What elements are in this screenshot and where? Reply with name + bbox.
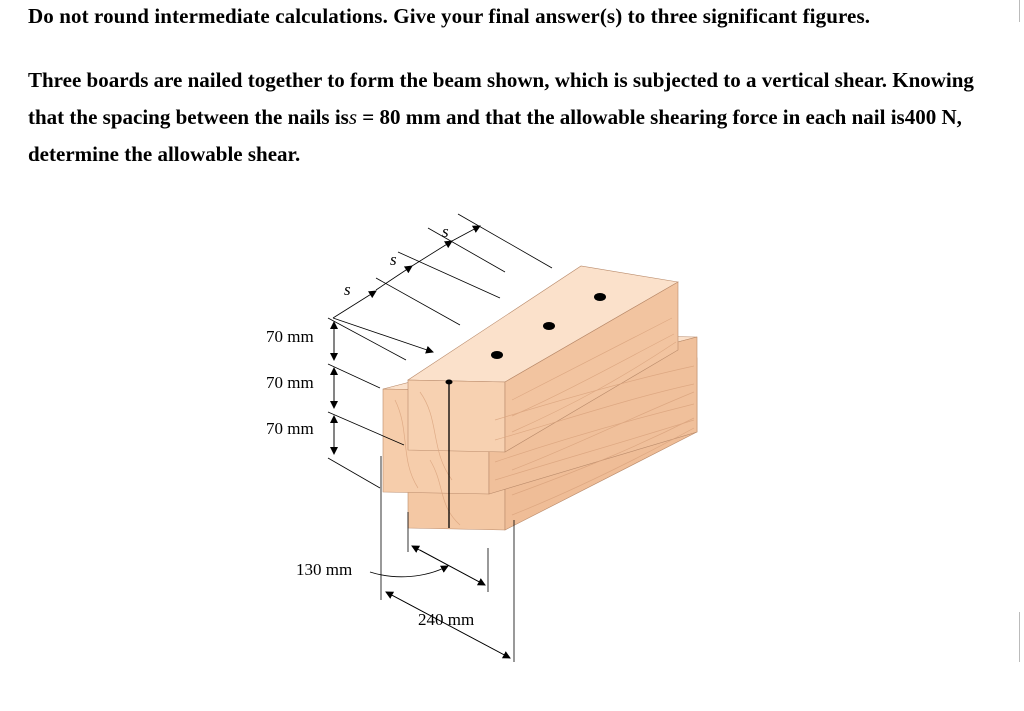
nail-head-3 <box>594 293 606 301</box>
problem-text-1: Three boards are nailed together to form the beam shown, which is subjected to a vertical shear. Knowing that the spacing between the nails is <box>28 68 974 129</box>
dim-label-width: 130 mm <box>296 560 353 579</box>
spacing-label-3: s <box>442 222 449 241</box>
instruction-text: Do not round intermediate calculations. Give your final answer(s) to three significant figures. <box>28 4 871 28</box>
spacing-label-2: s <box>390 250 397 269</box>
problem-text-2: and that the allowable shearing force in each nail is <box>440 105 905 129</box>
dim-label-height: 240 mm <box>418 610 475 629</box>
nail-head-0 <box>446 380 453 385</box>
s-symbol: s <box>348 105 358 129</box>
dim-label-top: 70 mm <box>266 327 314 346</box>
dim-label-bottom: 70 mm <box>266 419 314 438</box>
spacing-label-1: s <box>344 280 351 299</box>
dim-label-middle: 70 mm <box>266 373 314 392</box>
nail-head-2 <box>543 322 555 330</box>
nail-head-1 <box>491 351 503 359</box>
force-value: 400 N <box>904 105 957 129</box>
spacing-value: = 80 mm <box>357 105 441 129</box>
problem-text-3: , determine the allowable shear. <box>28 105 962 166</box>
top-board-front <box>408 380 505 452</box>
